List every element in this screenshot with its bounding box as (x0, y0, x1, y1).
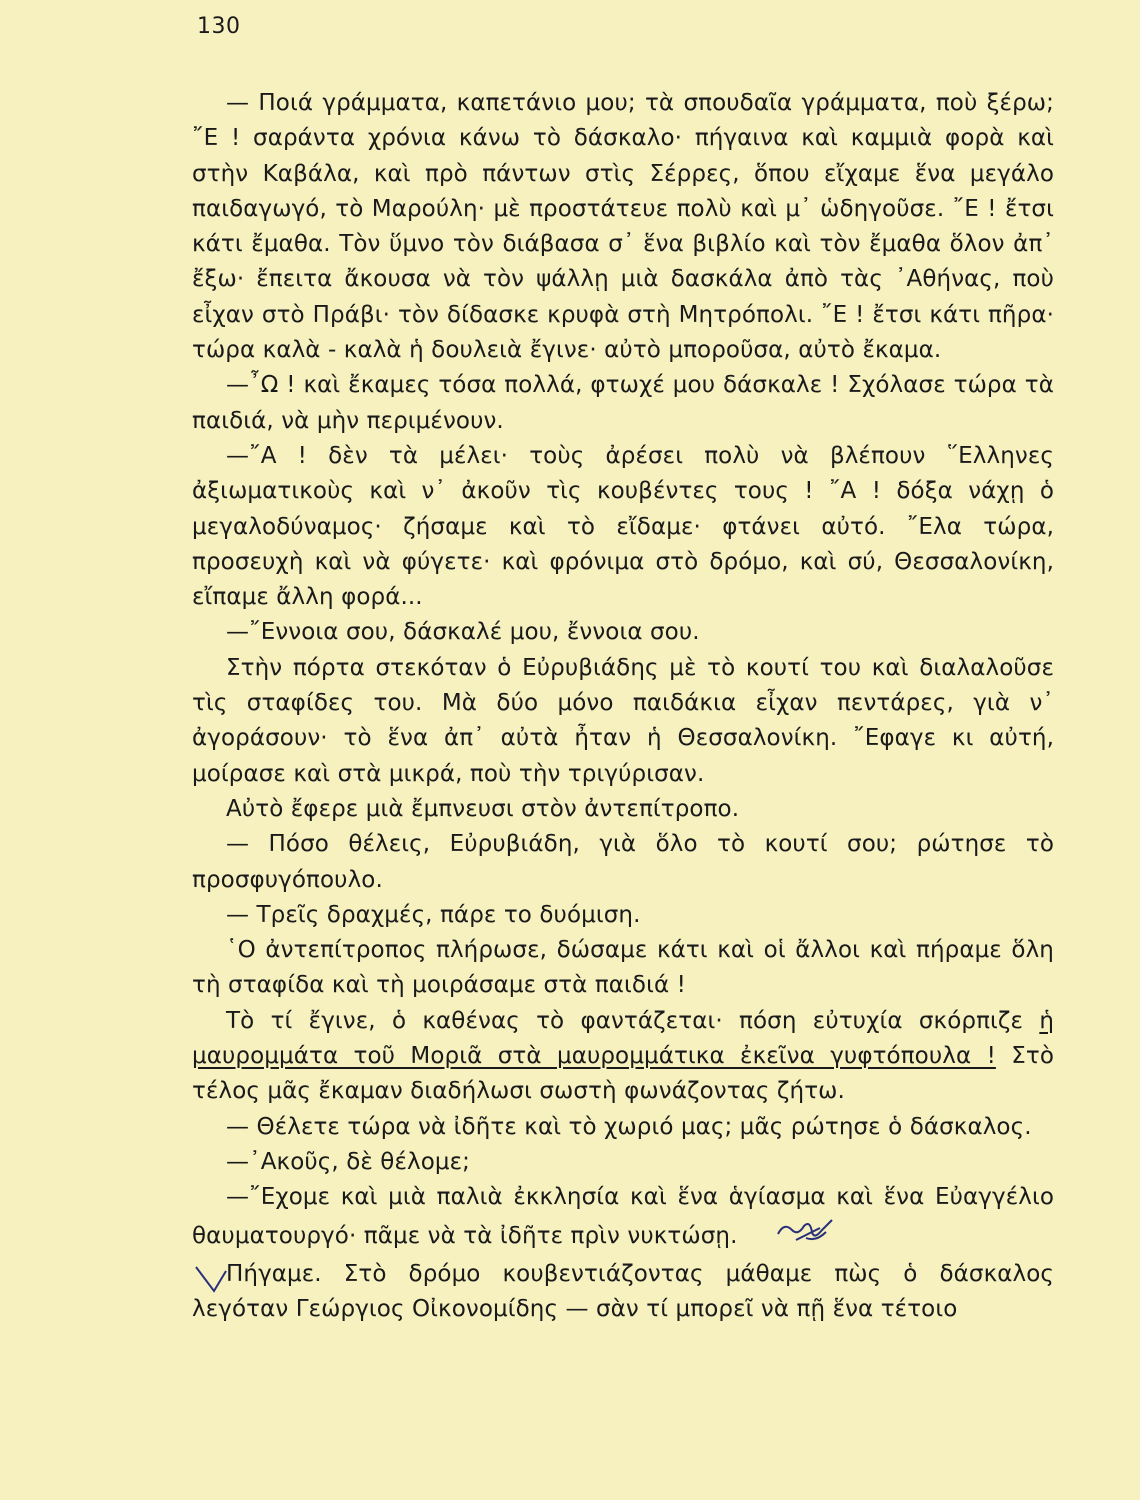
underlined-text: ἡ μαυρομμάτα τοῦ Μοριᾶ στὰ μαυρομμάτικα ἐκεῖνα γυφτόπουλα ! (192, 1007, 1054, 1070)
paragraph: — Πόσο θέλεις, Εὐρυβιάδη, γιὰ ὅλο τὸ κουτί σου; ρώτησε τὸ προσφυγόπουλο. (192, 831, 1054, 893)
page-number: 130 (197, 14, 241, 39)
paragraph: Στὴν πόρτα στεκόταν ὁ Εὐρυβιάδης μὲ τὸ κουτί του καὶ διαλαλοῦσε τὶς σταφίδες του. Μὰ δύο μόνο παιδάκια εἶχαν πεντάρες, γιὰ ν᾽ ἀγοράσουν· τὸ ἕνα ἀπ᾽ αὐτὰ ἦταν ἡ Θεσσαλονίκη. ῎Εφαγε κι αὐτή, μοίρασε καὶ στὰ μικρά, ποὺ τὴν τριγύρισαν. (192, 654, 1054, 787)
paragraph (192, 1180, 1054, 1257)
paragraph (192, 1257, 1054, 1328)
text-after: Στὸ τέλος μᾶς ἔκαμαν διαδήλωσι σωστὴ φωνάζοντας ζήτω. (192, 1043, 1054, 1105)
text-before: Τὸ τί ἔγινε, ὁ καθένας τὸ φαντάζεται· πόση εὐτυχία σκόρπιζε (226, 1007, 1040, 1034)
paragraph: —῎Εννοια σου, δάσκαλέ μου, ἔννοια σου. (226, 619, 700, 646)
paragraph: — Ποιά γράμματα, καπετάνιο μου; τὰ σπουδαῖα γράμματα, ποὺ ξέρω; ῎Ε ! σαράντα χρόνια κάνω τὸ δάσκαλο· πήγαινα καὶ καμμιὰ φορὰ καὶ στὴν Καβάλα, καὶ πρὸ πάντων στὶς Σέρρες, ὅπου εἴχαμε ἕνα μεγάλο παιδαγωγό, τὸ Μαρούλη· μὲ προστάτευε πολὺ καὶ μ᾽ ὡδηγοῦσε. ῎Ε ! ἔτσι κάτι ἔμαθα. Τὸν ὕμνο τὸν διάβασα σ᾽ ἕνα βιβλίο καὶ τὸν ἔμαθα ὅλον ἀπ᾽ ἔξω· ἔπειτα ἄκουσα νὰ τὸν ψάλλῃ μιὰ δασκάλα ἀπὸ τὰς ᾽Αθήνας, ποὺ εἶχαν στὸ Πράβι· τὸν δίδασκε κρυφὰ στὴ Μητρόπολι. ῎Ε ! ἔτσι κάτι πῆρα· τώρα καλὰ - καλὰ ἡ δουλειὰ ἔγινε· αὐτὸ μποροῦσα, αὐτὸ ἔκαμα. (192, 90, 1054, 364)
paragraph: —῏Ω ! καὶ ἔκαμες τόσα πολλά, φτωχέ μου δάσκαλε ! Σχόλασε τώρα τὰ παιδιά, νὰ μὴν περιμένουν. (192, 372, 1054, 434)
paragraph: —᾽Ακοῦς, δὲ θέλομε; (226, 1148, 471, 1175)
paragraph: —῎Α ! δὲν τὰ μέλει· τοὺς ἀρέσει πολὺ νὰ βλέπουν ῞Ελληνες ἀξιωματικοὺς καὶ ν᾽ ἀκοῦν τὶς κουβέντες τους ! ῎Α ! δόξα νάχῃ ὁ μεγαλοδύναμος· ζήσαμε καὶ τὸ εἴδαμε· φτάνει αὐτό. ῎Ελα τώρα, προσευχὴ καὶ νὰ φύγετε· καὶ φρόνιμα στὸ δρόμο, καὶ σύ, Θεσσαλονίκη, εἴπαμε ἄλλη φορά... (192, 442, 1054, 611)
paragraph: Αὐτὸ ἔφερε μιὰ ἔμπνευσι στὸν ἀντεπίτροπο. (226, 795, 740, 822)
paragraph-highlighted (192, 1004, 1054, 1110)
paragraph: — Τρεῖς δραχμές, πάρε το δυόμιση. (226, 901, 641, 928)
handwritten-mark-icon (742, 1216, 838, 1257)
paragraph: ῾Ο ἀντεπίτροπος πλήρωσε, δώσαμε κάτι καὶ οἱ ἄλλοι καὶ πήραμε ὅλη τὴ σταφίδα καὶ τὴ μοιράσαμε στὰ παιδιά ! (192, 937, 1054, 999)
paragraph: — Θέλετε τώρα νὰ ἰδῆτε καὶ τὸ χωριό μας; μᾶς ρώτησε ὁ δάσκαλος. (226, 1113, 1032, 1140)
dialogue-text: —῎Εχομε καὶ μιὰ παλιὰ ἐκκλησία καὶ ἕνα ἁγίασμα καὶ ἕνα Εὐαγγέλιο θαυματουργό· πᾶμε νὰ τὰ ἰδῆτε πρὶν νυκτώσῃ. (192, 1184, 1054, 1249)
body-text (192, 86, 1054, 1327)
final-paragraph-text: Πήγαμε. Στὸ δρόμο κουβεντιάζοντας μάθαμε πὼς ὁ δάσκαλος λεγόταν Γεώργιος Οἰκονομίδης — σὰν τί μπορεῖ νὰ πῇ ἕνα τέτοιο (192, 1260, 1054, 1323)
